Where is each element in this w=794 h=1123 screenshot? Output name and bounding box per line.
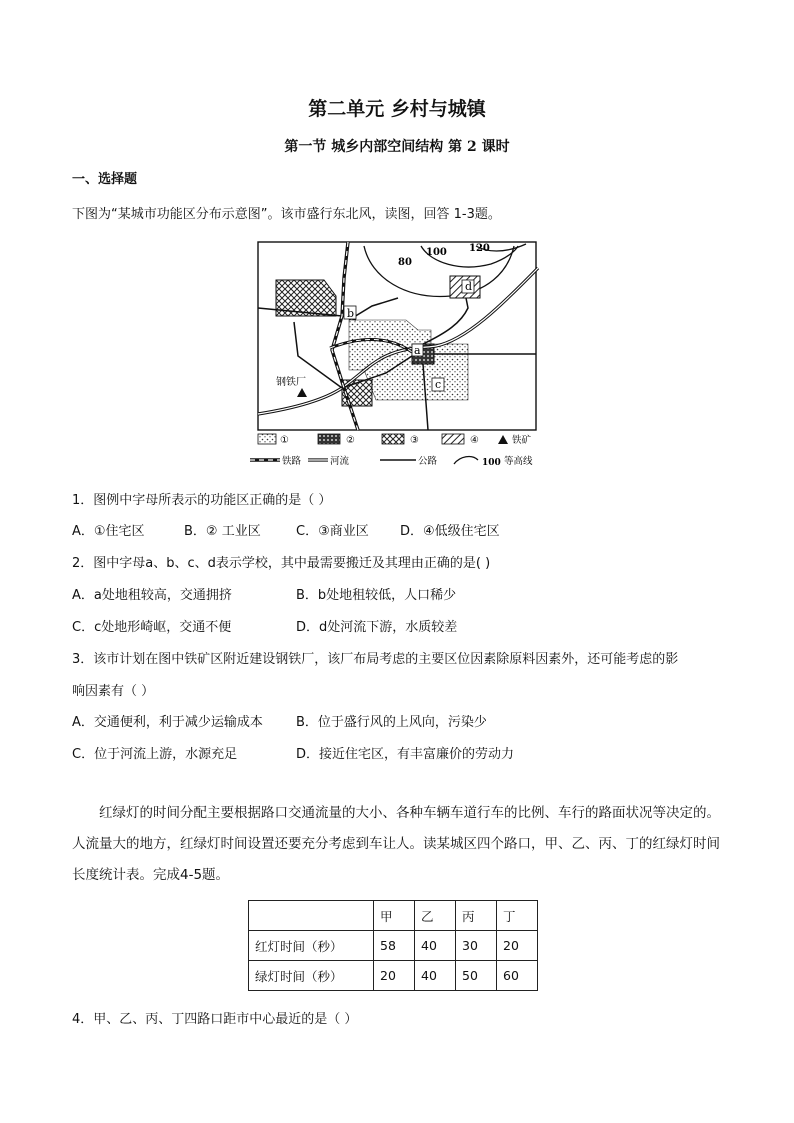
table-cell: 60 xyxy=(497,961,538,991)
q2-option-a: A．a处地租较高，交通拥挤 xyxy=(72,588,232,603)
label-d: d xyxy=(465,280,473,293)
table-cell: 40 xyxy=(415,961,456,991)
legend-swatch-2 xyxy=(318,434,340,444)
q3-option-b: B．位于盛行风的上风向，污染少 xyxy=(296,715,487,730)
table-cell: 58 xyxy=(374,931,415,961)
table-cell: 50 xyxy=(456,961,497,991)
label-steel-plant: 钢铁厂 xyxy=(276,377,306,388)
map-legend xyxy=(250,434,533,468)
legend-ore-triangle xyxy=(498,435,508,444)
table-cell: 20 xyxy=(497,931,538,961)
row-label-green: 绿灯时间（秒） xyxy=(249,961,374,991)
q3-stem-line2: 响因素有（ ） xyxy=(72,684,155,699)
legend-label-rail: 铁路 xyxy=(282,456,302,467)
q1-option-d: D．④低级住宅区 xyxy=(400,524,500,539)
table-header-ding: 丁 xyxy=(497,901,538,931)
legend-label-4: ④ xyxy=(470,435,479,446)
q1-option-b: B．② 工业区 xyxy=(184,524,261,539)
legend-swatch-1 xyxy=(258,434,276,444)
table-row xyxy=(249,961,538,991)
table-row xyxy=(249,931,538,961)
q2-option-d: D．d处河流下游，水质较差 xyxy=(296,620,458,635)
q2-stem: 2．图中字母a、b、c、d表示学校，其中最需要搬迁及其理由正确的是( ) xyxy=(72,556,491,571)
traffic-light-table xyxy=(248,900,538,991)
q1-option-a: A．①住宅区 xyxy=(72,524,145,539)
table-header-corner xyxy=(249,901,374,931)
legend-label-road: 公路 xyxy=(418,456,438,467)
contour-label-80: 80 xyxy=(398,257,412,268)
label-a: a xyxy=(414,344,421,357)
legend-label-1: ① xyxy=(280,435,289,446)
q3-stem-line1: 3．该市计划在图中铁矿区附近建设钢铁厂，该厂布局考虑的主要区位因素除原料因素外，还可能考虑的影 xyxy=(72,652,679,667)
contour-label-120: 120 xyxy=(469,243,490,254)
page-title: 第二单元 乡村与城镇 xyxy=(308,98,486,120)
table-cell: 30 xyxy=(456,931,497,961)
page-subtitle: 第一节 城乡内部空间结构 第 2 课时 xyxy=(284,139,510,155)
q1-stem: 1．图例中字母所表示的功能区正确的是（ ） xyxy=(72,493,332,508)
q2-option-b: B．b处地租较低，人口稀少 xyxy=(296,588,457,603)
table-header-jia: 甲 xyxy=(374,901,415,931)
legend-label-3: ③ xyxy=(410,435,419,446)
table-header-yi: 乙 xyxy=(415,901,456,931)
q3-option-d: D．接近住宅区，有丰富廉价的劳动力 xyxy=(296,747,515,762)
legend-label-river: 河流 xyxy=(330,456,350,467)
city-function-map xyxy=(246,238,546,470)
label-b: b xyxy=(347,307,355,320)
row-label-red: 红灯时间（秒） xyxy=(249,931,374,961)
q2-option-c: C．c处地形崎岖，交通不便 xyxy=(72,620,232,635)
q3-option-a: A．交通便利，利于减少运输成本 xyxy=(72,715,263,730)
q3-option-c: C．位于河流上游，水源充足 xyxy=(72,747,238,762)
table-header-row xyxy=(249,901,538,931)
q1-option-c: C．③商业区 xyxy=(296,524,369,539)
intro-text: 下图为“某城市功能区分布示意图”。该市盛行东北风，读图，回答 1-3题。 xyxy=(72,207,501,222)
legend-swatch-4 xyxy=(442,434,464,444)
passage-text: 红绿灯的时间分配主要根据路口交通流量的大小、各种车辆车道行车的比例、车行的路面状况等决定的。人流量大的地方，红绿灯时间设置还要充分考虑到车让人。读某城区四个路口，甲、乙、丙、丁的红绿灯时间长度统计表。完成4-5题。 xyxy=(72,805,720,883)
legend-contour-line xyxy=(454,457,478,464)
q4-stem: 4．甲、乙、丙、丁四路口距市中心最近的是（ ） xyxy=(72,1012,358,1027)
legend-label-2: ② xyxy=(346,435,355,446)
contour-label-100: 100 xyxy=(426,247,447,258)
legend-label-contour: 等高线 xyxy=(504,456,533,467)
label-c: c xyxy=(435,378,442,391)
section-heading: 一、选择题 xyxy=(72,172,138,187)
table-cell: 40 xyxy=(415,931,456,961)
table-header-bing: 丙 xyxy=(456,901,497,931)
legend-swatch-3 xyxy=(382,434,404,444)
legend-label-ore: 铁矿 xyxy=(512,435,532,446)
legend-contour-value: 100 xyxy=(482,458,501,468)
table-cell: 20 xyxy=(374,961,415,991)
